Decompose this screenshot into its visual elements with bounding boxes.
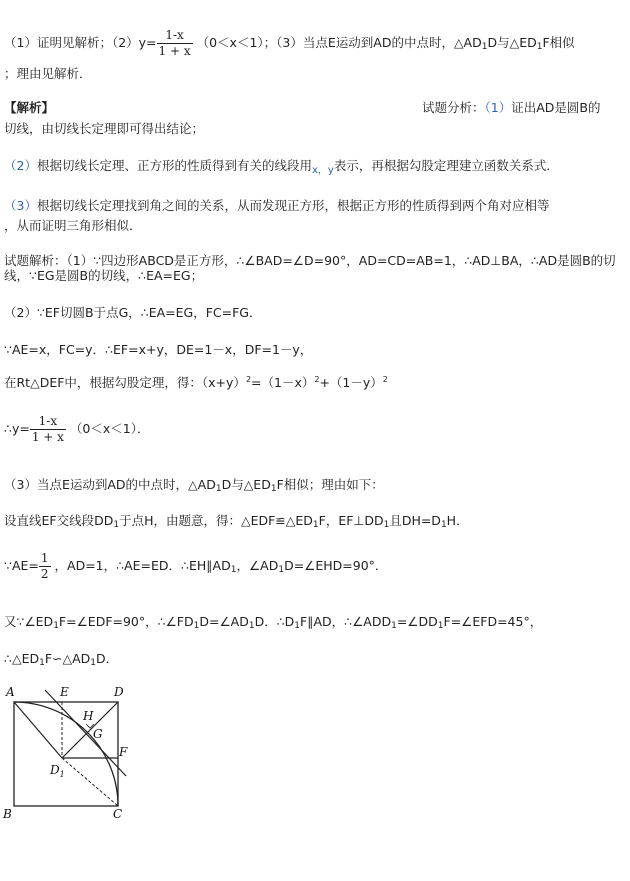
label-g: G	[93, 727, 103, 741]
analysis-p1-cont: 切线，由切线长定理即可得出结论；	[4, 121, 205, 136]
label-b: B	[3, 807, 12, 820]
solution-s7: 设直线EF交线段$DD_1$于点H，由题意，得：$\triangle EDF≌\triangle ED_1F$，$EF\perp DD_1$且$DH=D_1H$．	[4, 513, 469, 530]
answer-fraction: $\frac{1-x}{1 + x}$	[158, 28, 191, 58]
solution-s10: $\therefore\triangle ED_1F∽\triangle AD_1D$．	[4, 651, 119, 668]
analysis-heading: 【解析】	[4, 100, 55, 115]
label-h: H	[83, 709, 94, 723]
label-e: E	[60, 685, 69, 699]
solution-s6: （3）当点E运动到AD的中点时，$\triangle AD_1D$与$\triangle ED_1F$相似；理由如下：	[4, 477, 384, 494]
analysis-p3-cont: ，从而证明三角形相似．	[4, 218, 142, 233]
solution-fraction: $\frac{1-x}{1 + x}$	[31, 414, 64, 444]
solution-s1-cont: 线，∵EG是圆B的切线，∴EA=EG；	[4, 268, 204, 283]
solution-s4: 在Rt△DEF中，根据勾股定理，得：$(x+y)^2=(1-x)^2+(1-y)^2$	[4, 375, 388, 390]
label-d1: $D_1$	[50, 763, 65, 779]
analysis-p3: （3）根据切线长定理找到角之间的关系，从而发现正方形，根据正方形的性质得到两个角对应相等	[4, 198, 550, 213]
solution-s3: ∵AE=x，FC=y．∴EF=x+y，DE=1－x，DF=1－y，	[4, 342, 313, 357]
solution-s5: ∴y= $\frac{1-x}{1 + x}$ （0＜x＜1）．	[4, 414, 150, 444]
label-f: F	[119, 745, 128, 759]
answer-line-1: （1）证明见解析；（2）y= $\frac{1-x}{1 + x}$ （0＜x＜1）；（3）当点E运动到AD的中点时，$\triangle AD_1D$与$\triangle ED_1F$相似	[4, 28, 575, 58]
label-a: A	[6, 685, 15, 699]
half-fraction: $\frac{1}{2}$	[40, 551, 49, 581]
analysis-p2: （2）根据切线长定理、正方形的性质得到有关的线段用$_{x,y}$表示，再根据勾股定理建立函数关系式．	[4, 158, 559, 176]
solution-s1: 试题解析：（1）∵四边形ABCD是正方形，∴∠BAD=∠D=90°，AD=CD=AB=1，∴AD⊥BA，∴AD是圆B的切	[4, 253, 616, 268]
solution-s9: 又$\because\angle ED_1F=\angle EDF=90^\circ$，$\therefore\angle FD_1D=\angle AD_1D$．$\therefore D_1F\parallel AD$，$\therefore\angle ADD_1=\angle DD_1F=\angle EFD=45^\circ$，	[4, 614, 543, 631]
label-d: D	[114, 685, 124, 699]
geometry-figure	[0, 680, 140, 820]
label-c: C	[113, 807, 123, 820]
solution-s2: （2）∵EF切圆B于点G，∴EA=EG，FC=FG．	[4, 305, 262, 320]
solution-s8: ∵AE= $\frac{1}{2}$ ，AD=1，∴AE=ED．$\therefore EH\parallel AD_1$，$\angle AD_1D=\angle EHD=90^\circ$．	[4, 551, 388, 581]
analysis-intro-line: 试题分析：（1）证出AD是圆B的	[422, 100, 601, 115]
answer-line-2: ；理由见解析．	[4, 66, 92, 81]
